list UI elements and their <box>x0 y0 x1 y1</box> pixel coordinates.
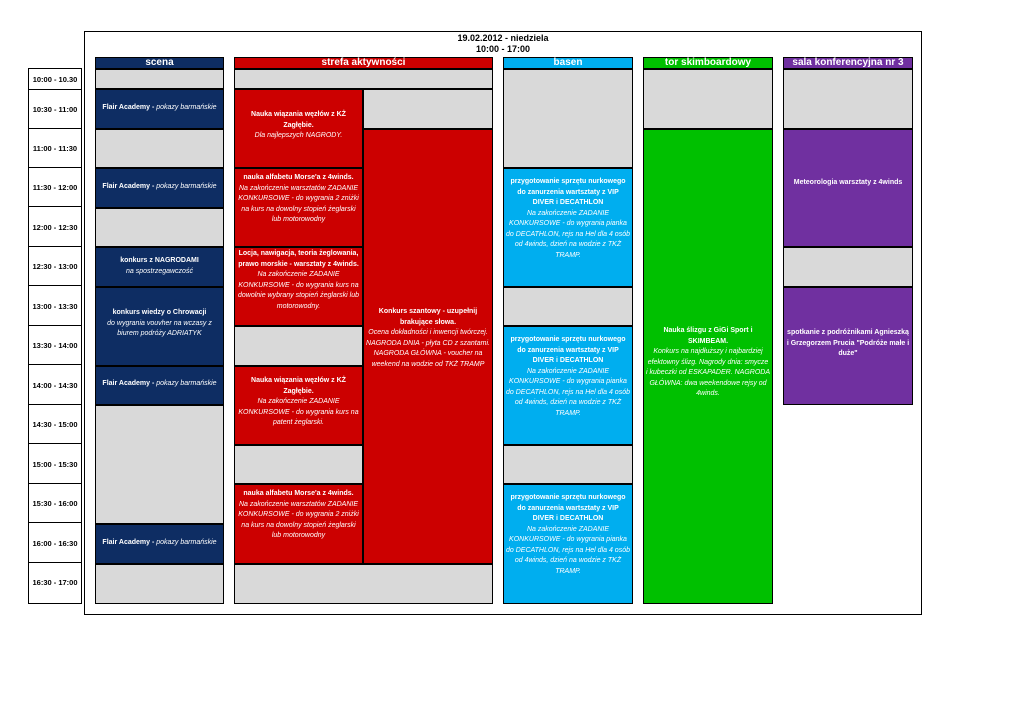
time-slot: 15:30 - 16:00 <box>29 484 81 523</box>
header-sala-konferencyjna: sala konferencyjna nr 3 <box>783 57 913 69</box>
event-title: nauka alfabetu Morse'a z 4winds. <box>243 490 354 497</box>
event-flair-academy <box>95 366 224 405</box>
event-nauka-slizgu <box>643 129 773 604</box>
schedule-date: 19.02.2012 - niedziela <box>457 33 549 43</box>
event-title: przygotowanie sprzętu nurkowego do zanurzenia wartsztaty z VIP DIVER i DECATHLON <box>510 178 626 206</box>
event-nauka-wezlow <box>234 89 363 168</box>
time-slot: 15:00 - 15:30 <box>29 445 81 484</box>
event-desc: Dla najlepszych NAGRODY. <box>254 132 343 139</box>
event-title: Nauka ślizgu z GiGi Sport i SKIMBEAM. <box>663 327 753 345</box>
event-desc: Na zakończenie ZADANIE KONKURSOWE - do wygrania kurs na dowolnie wybrany stopień żeglarski lub motorowodny. <box>237 271 359 310</box>
event-desc: Na zakończenie warsztatów ZADANIE KONKURSOWE - do wygrania 2 zniżki na kurs na dowolny stopień żeglarski lub motorowodny <box>238 500 359 539</box>
time-slot: 12:30 - 13:00 <box>29 247 81 286</box>
event-title: Flair Academy - <box>102 539 157 546</box>
time-slot: 12:00 - 12:30 <box>29 208 81 247</box>
time-slot: 16:30 - 17:00 <box>32 578 78 587</box>
event-title: Flair Academy - <box>102 183 157 190</box>
time-slot: 16:00 - 16:30 <box>29 524 81 563</box>
empty-slot <box>363 89 493 129</box>
event-flair-academy <box>95 168 224 208</box>
event-alfabet-morsea <box>234 168 363 247</box>
empty-slot <box>95 405 224 524</box>
empty-slot <box>503 287 633 326</box>
event-przygotowanie-sprzetu <box>503 168 633 287</box>
event-desc: pokazy barmańskie <box>156 104 217 111</box>
event-meteorologia <box>783 129 913 247</box>
event-desc: Na zakończenie ZADANIE KONKURSOWE - do wygrania kurs na patent żeglarski. <box>238 398 359 426</box>
empty-slot <box>234 326 363 366</box>
event-title: Locja, nawigacja, teoria żeglowania, prawo morskie - warsztaty z 4winds. <box>238 250 359 268</box>
time-column <box>28 68 82 604</box>
event-title: Nauka wiązania węzłów z KŻ Zagłębie. <box>251 111 346 129</box>
event-title: nauka alfabetu Morse'a z 4winds. <box>243 174 354 181</box>
event-spotkanie-podroznicy <box>783 287 913 405</box>
schedule-hours: 10:00 - 17:00 <box>475 44 531 54</box>
time-slot: 13:30 - 14:00 <box>29 326 81 365</box>
time-slot: 10:30 - 11:00 <box>29 90 81 129</box>
event-title: Nauka wiązania węzłów z KŻ Zagłębie. <box>251 377 346 395</box>
event-title: przygotowanie sprzętu nurkowego do zanurzenia wartsztaty z VIP DIVER i DECATHLON <box>510 336 626 364</box>
time-slot: 10:00 - 10.30 <box>29 69 81 90</box>
header-strefa-aktywnosci: strefa aktywności <box>234 57 493 69</box>
event-title: Flair Academy - <box>102 380 157 387</box>
empty-slot <box>95 564 224 604</box>
empty-slot <box>95 129 224 168</box>
empty-slot <box>234 445 363 484</box>
event-desc: Konkurs na najdłuższy i najbardziej efektowny ślizg. Nagrody dnia: smycze i kubeczki od ESKAPADER. NAGRODA GŁÓWNA: dwa weekendowe rejsy od 4winds. <box>646 348 770 397</box>
event-title: spotkanie z podróżnikami Agnieszką i Grzegorzem Prucia "Podróże małe i duże" <box>786 329 910 357</box>
event-desc: Na zakończenie warsztatów ZADANIE KONKURSOWE - do wygrania 2 zniżki na kurs na dowolny stopień żeglarski lub motorowodny <box>238 184 359 223</box>
header-scena: scena <box>95 57 224 69</box>
empty-slot <box>783 247 913 287</box>
empty-slot <box>234 564 493 604</box>
event-nauka-wezlow <box>234 366 363 445</box>
time-slot: 14:30 - 15:00 <box>29 405 81 444</box>
event-desc: Na zakończenie ZADANIE KONKURSOWE - do wygrania pianka do DECATHLON, rejs na Hel dla 4 osób od 4winds, dzień na wodzie z TKŻ TRAMP. <box>506 525 630 575</box>
time-slot: 13:00 - 13:30 <box>29 287 81 326</box>
empty-slot <box>643 69 773 129</box>
event-desc: do wygrania vouvher na wczasy z biurem podróży ADRIATYK <box>107 319 212 337</box>
event-desc: pokazy barmańskie <box>156 380 217 387</box>
event-alfabet-morsea <box>234 484 363 564</box>
event-locja-nawigacja <box>234 247 363 326</box>
event-desc: pokazy barmańskie <box>156 183 217 190</box>
event-konkurs-nagrodami <box>95 247 224 287</box>
event-desc: pokazy barmańskie <box>156 539 217 546</box>
event-desc: Na zakończenie ZADANIE KONKURSOWE - do wygrania pianka do DECATHLON, rejs na Hel dla 4 osób od 4winds, dzień na wodzie z TKŻ TRAMP. <box>506 209 630 259</box>
event-flair-academy <box>95 89 224 129</box>
event-przygotowanie-sprzetu <box>503 326 633 445</box>
event-title: Flair Academy - <box>102 104 157 111</box>
event-flair-academy <box>95 524 224 564</box>
event-title: przygotowanie sprzętu nurkowego do zanurzenia wartsztaty z VIP DIVER i DECATHLON <box>510 494 626 522</box>
event-konkurs-chrowacja <box>95 287 224 366</box>
empty-slot <box>95 208 224 247</box>
empty-slot <box>234 69 493 89</box>
event-title: konkurs wiedzy o Chrowacji <box>112 309 207 316</box>
time-slot: 14:00 - 14:30 <box>29 366 81 405</box>
event-desc: Ocena dokładności i inwencji twórczej. NAGRODA DNIA - płyta CD z szantami. NAGRODA GŁÓWNA - voucher na weekend na wodzie od TKŻ TRAMP <box>366 329 490 368</box>
event-title: Meteorologia warsztaty z 4winds <box>793 179 903 186</box>
time-slot: 11:30 - 12:00 <box>29 168 81 207</box>
event-title: Konkurs szantowy - uzupełnij brakujące słowa. <box>378 308 478 326</box>
empty-slot <box>503 69 633 168</box>
header-basen: basen <box>503 57 633 69</box>
event-konkurs-szantowy <box>363 129 493 564</box>
empty-slot <box>783 69 913 129</box>
event-title: konkurs z NAGRODAMI <box>120 257 199 264</box>
empty-slot <box>503 445 633 484</box>
event-desc: na spostrzegawczość <box>126 267 193 275</box>
header-tor-skimboardowy: tor skimboardowy <box>643 57 773 69</box>
empty-slot <box>95 69 224 89</box>
time-slot: 11:00 - 11:30 <box>29 129 81 168</box>
event-przygotowanie-sprzetu <box>503 484 633 604</box>
event-desc: Na zakończenie ZADANIE KONKURSOWE - do wygrania pianka do DECATHLON, rejs na Hel dla 4 osób od 4winds, dzień na wodzie z TKŻ TRAMP. <box>506 367 630 417</box>
